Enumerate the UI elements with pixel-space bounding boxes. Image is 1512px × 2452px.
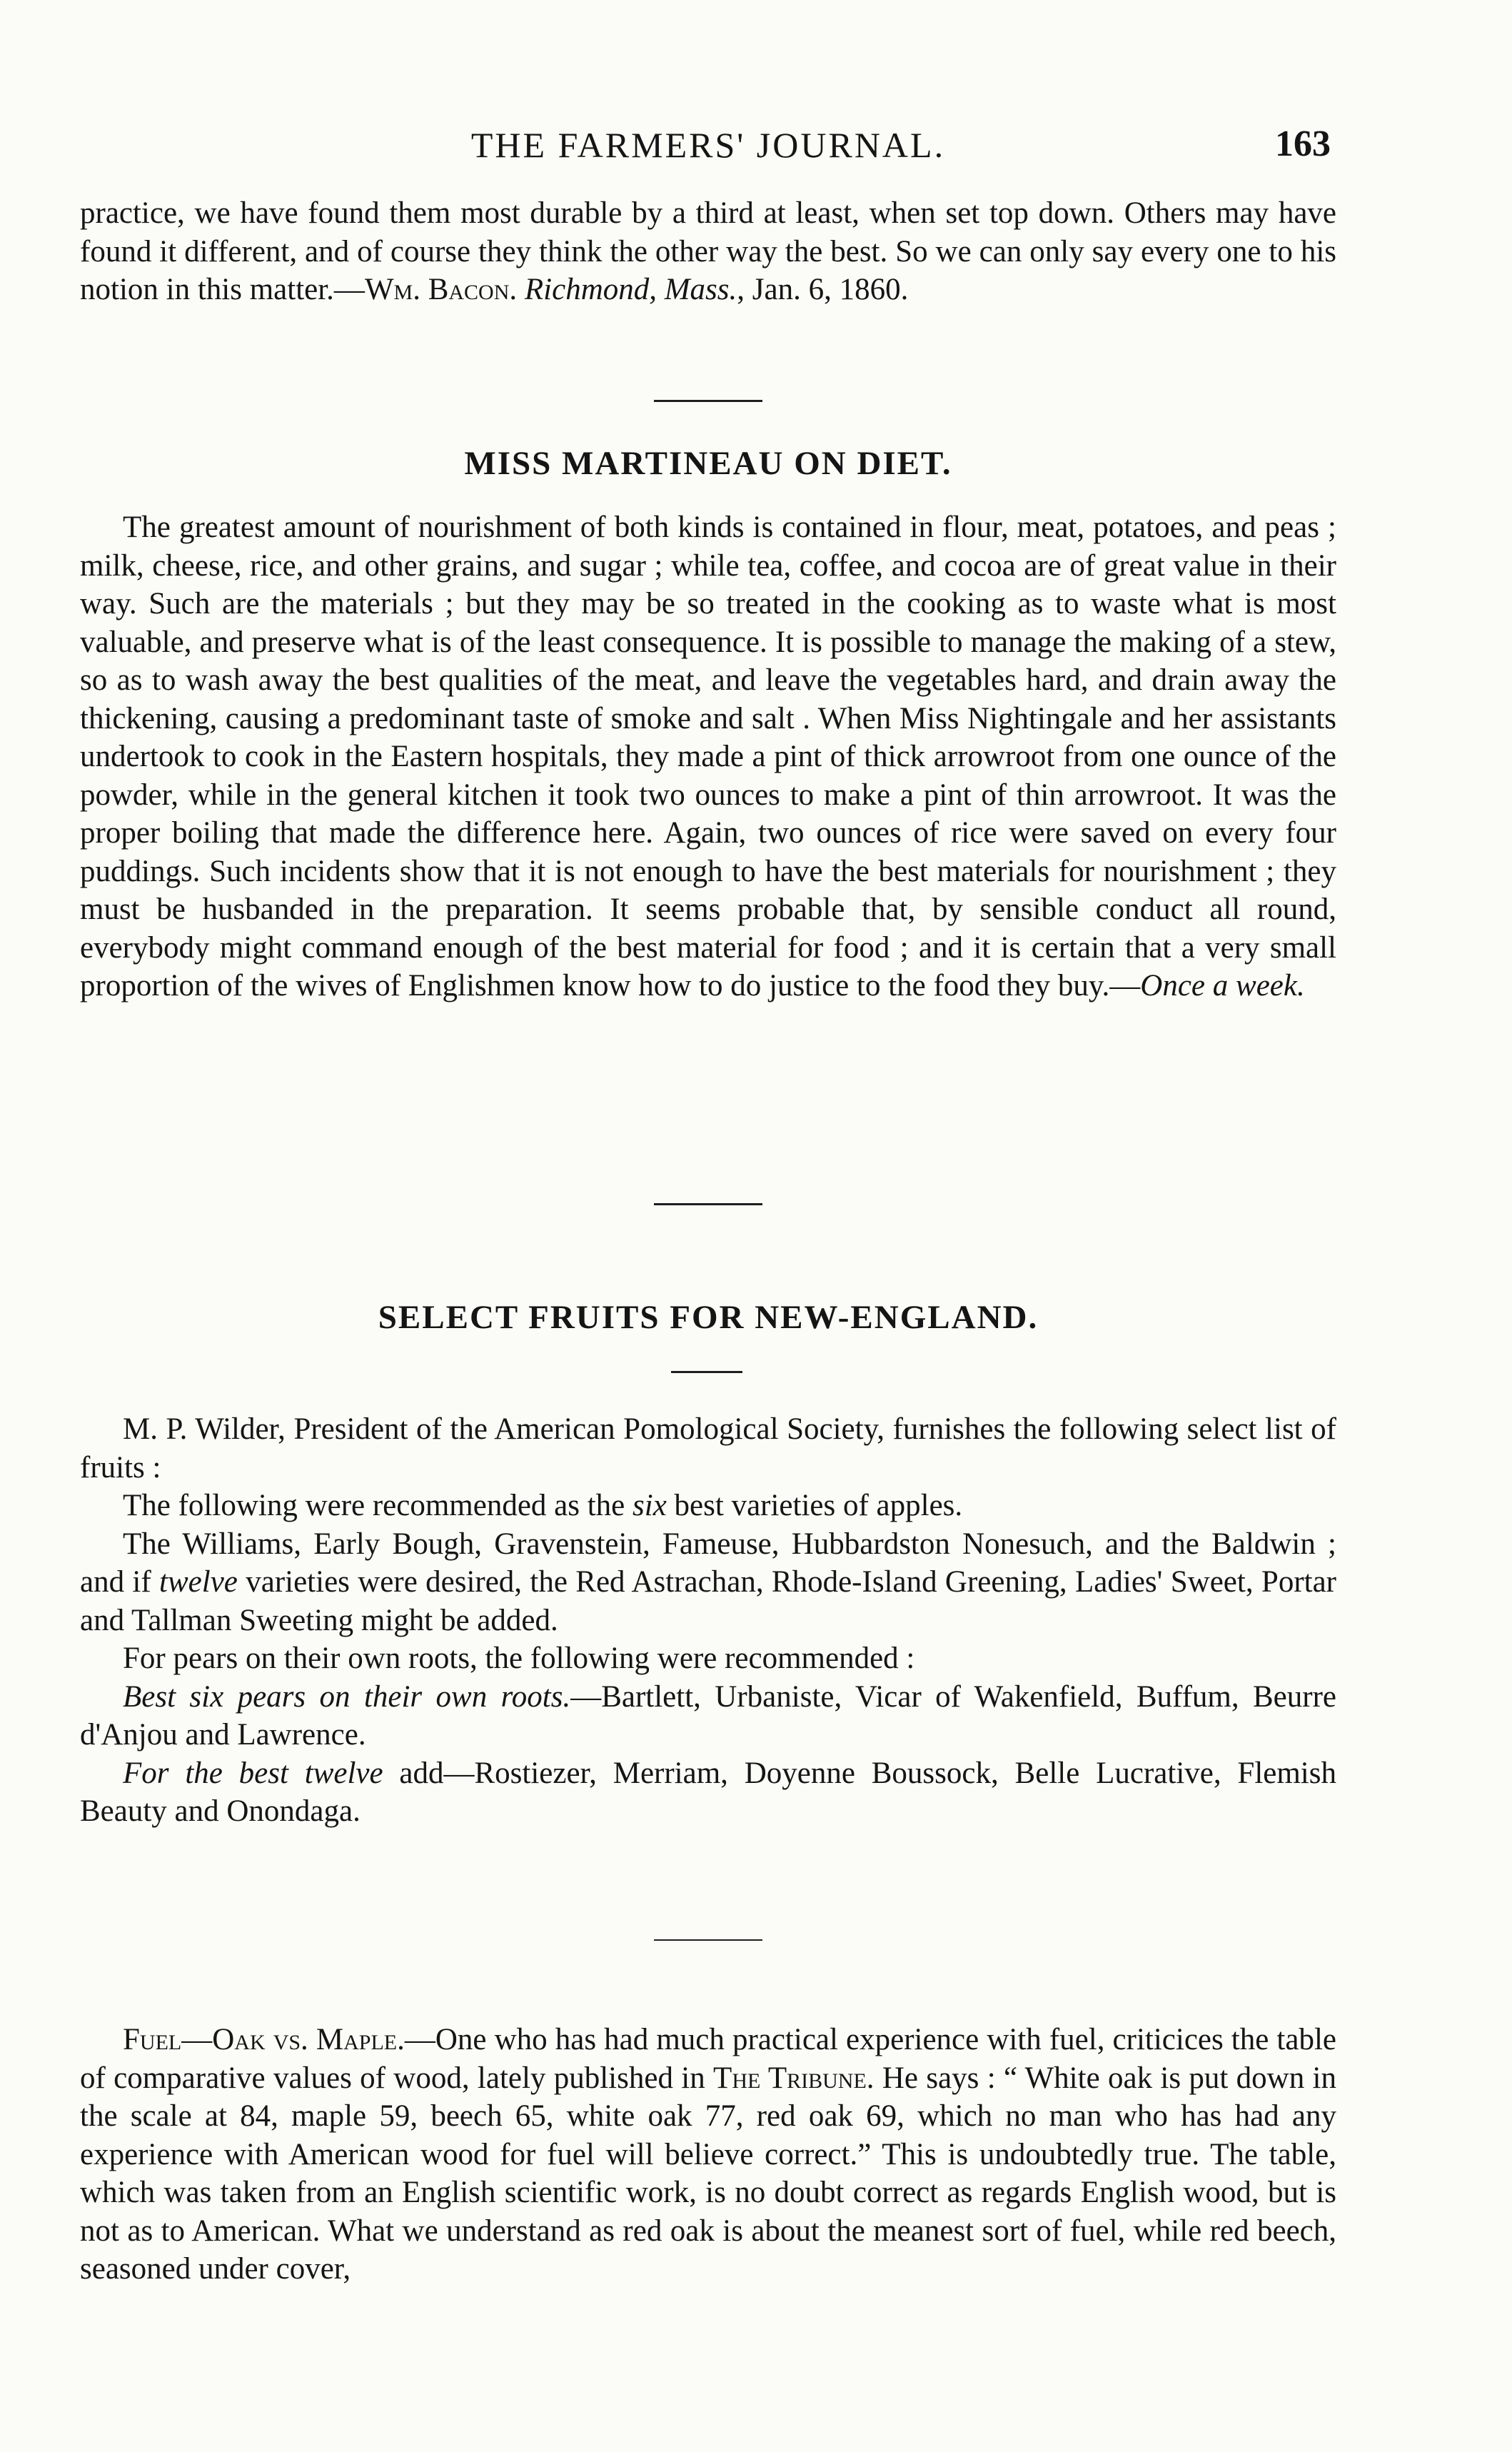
section-rule <box>654 1203 762 1205</box>
pears-twelve-list: add—Rostiezer, Merriam, Doyenne Boussock, Belle Lucrative, Flemish Beauty and Onondaga. <box>80 1756 1336 1828</box>
apples-list-text: The Williams, Early Bough, Gravenstein, Fameuse, Hubbardston Nonesuch, and the Baldwin ; and if <box>80 1527 1336 1599</box>
article-fruits-body <box>80 1410 1336 1831</box>
article-diet <box>80 444 1336 483</box>
fuel-text: —One who has had much practical experience with fuel, criticices the table of comparative values of wood, lately published in <box>80 2023 1336 2095</box>
article-fuel <box>80 2021 1336 2288</box>
article-diet-body-block <box>80 508 1336 1005</box>
journal-title: THE FARMERS' JOURNAL. <box>470 125 946 165</box>
source-credit: Once a week. <box>1140 969 1305 1003</box>
title-rule <box>671 1371 742 1373</box>
pears-twelve-label: For the best twelve <box>123 1756 383 1790</box>
continuation-text: practice, we have found them most durable by a third at least, when set top down. Others may have found it different, and of course they think the other way the best. So we can only say every one to his notion in this matter.— <box>80 196 1336 306</box>
running-head <box>80 120 1336 170</box>
newspaper-name: The Tribune. <box>713 2061 875 2095</box>
page-number: 163 <box>1275 124 1331 164</box>
apples-list <box>80 1525 1336 1640</box>
continuation-block <box>80 194 1336 309</box>
author-signature: Wm. Bacon. <box>364 273 518 306</box>
dateline-date: , Jan. 6, 1860. <box>737 273 909 306</box>
apples-list-text-end: varieties were desired, the Red Astrachan, Rhode-Island Greening, Ladies' Sweet, Portar and Tallman Sweeting might be added. <box>80 1565 1336 1637</box>
apples-intro-text-end: best varieties of apples. <box>666 1489 963 1522</box>
pears-intro: For pears on their own roots, the following were recommended : <box>123 1642 915 1675</box>
continuation-paragraph <box>80 194 1336 309</box>
apples-list-emphasis: twelve <box>159 1565 238 1599</box>
fuel-paragraph <box>80 2021 1336 2288</box>
fuel-text-continued: He says : “ White oak is put down in the scale at 84, maple 59, beech 65, white oak 77, red oak 69, which no man who has had any experience with American wood for fuel will believe correct.” This is undoubtedly true. The table, which was taken from an English scientific work, is no doubt correct as regards English wood, but is not as to American. What we understand as red oak is about the meanest sort of fuel, while red beech, seasoned under cover, <box>80 2061 1336 2286</box>
pears-twelve <box>80 1754 1336 1831</box>
apples-intro <box>80 1487 1336 1525</box>
article-body-text: The greatest amount of nourishment of both kinds is contained in flour, meat, potatoes, and peas ; milk, cheese, rice, and other grains, and sugar ; while tea, coffee, and cocoa are of great value in their way. Such are the materials ; but they may be so treated in the cooking as to waste what is most valuable, and preserve what is of the least consequence. It is possible to manage the making of a stew, so as to wash away the best qualities of the meat, and leave the vegetables hard, and drain away the thickening, causing a predominant taste of smoke and salt . When Miss Nightingale and her assistants undertook to cook in the Eastern hospitals, they made a pint of thick arrowroot from one ounce of the powder, while in the general kitchen it took two ounces to make a pint of thin arrowroot. It was the proper boiling that made the difference here. Again, two ounces of rice were saved on every four puddings. Such incidents show that it is not enough to have the best materials for nourishment ; they must be husbanded in the preparation. It seems probable that, by sensible conduct all round, everybody might command enough of the best material for food ; and it is certain that a very small proportion of the wives of Englishmen know how to do justice to the food they buy.— <box>80 511 1336 1003</box>
apples-intro-text: The following were recommended as the <box>123 1489 633 1522</box>
article-heading: SELECT FRUITS FOR NEW-ENGLAND. <box>378 1299 1039 1336</box>
pears-six-list: —Bartlett, Urbaniste, Vicar of Wakenfield, Buffum, Beurre d'Anjou and Lawrence. <box>80 1679 1336 1752</box>
section-rule <box>654 1939 762 1941</box>
article-body <box>80 508 1336 1005</box>
pears-six-label: Best six pears on their own roots. <box>123 1679 571 1714</box>
apples-intro-emphasis: six <box>632 1489 667 1522</box>
article-fruits <box>80 1298 1336 1337</box>
pears-six <box>80 1678 1336 1754</box>
section-rule <box>654 400 762 402</box>
fuel-lead: Fuel—Oak vs. Maple. <box>123 2023 405 2056</box>
fruits-intro: M. P. Wilder, President of the American Pomological Society, furnishes the following select list of fruits : <box>80 1412 1336 1484</box>
dateline-place: Richmond, Mass. <box>524 273 737 306</box>
article-heading: MISS MARTINEAU ON DIET. <box>464 445 952 482</box>
